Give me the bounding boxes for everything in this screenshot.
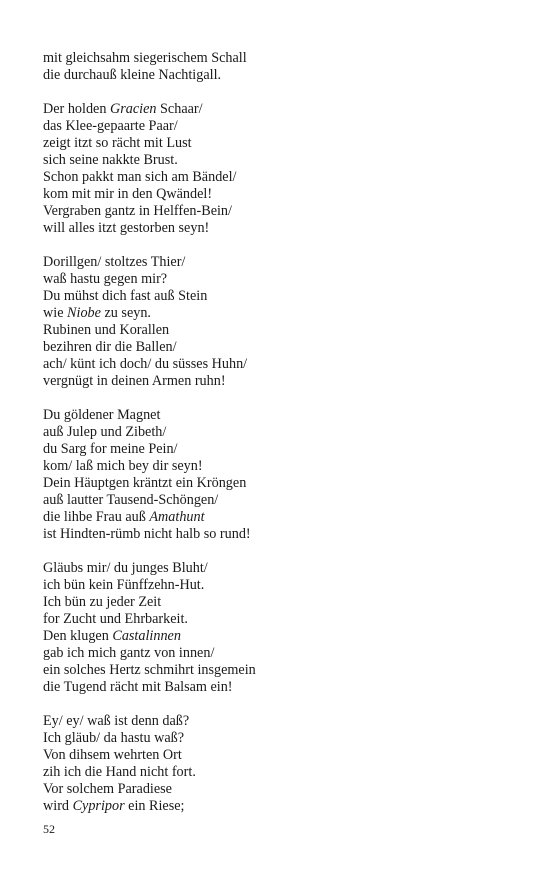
italic-name: Castalinnen bbox=[112, 628, 181, 644]
line-text: Vergraben gantz in Helffen-Bein/ bbox=[43, 203, 232, 219]
poem-line bbox=[43, 662, 513, 679]
poem-line bbox=[43, 169, 513, 186]
line-text: ach/ künt ich doch/ du süsses Huhn/ bbox=[43, 356, 248, 372]
poem-line bbox=[43, 577, 513, 594]
line-text: Schaar/ bbox=[156, 101, 203, 117]
poem-line bbox=[43, 152, 513, 169]
poem-line bbox=[43, 50, 513, 67]
italic-name: Amathunt bbox=[149, 509, 205, 525]
stanza bbox=[43, 713, 513, 815]
line-text: ist Hindten-rümb nicht halb so rund! bbox=[43, 526, 251, 542]
poem-line bbox=[43, 220, 513, 237]
stanza bbox=[43, 101, 513, 237]
poem-line bbox=[43, 441, 513, 458]
line-text: Rubinen und Korallen bbox=[43, 322, 170, 338]
poem-line bbox=[43, 203, 513, 220]
poem-line bbox=[43, 509, 513, 526]
stanza bbox=[43, 407, 513, 543]
line-text: Dein Häuptgen kräntzt ein Kröngen bbox=[43, 475, 247, 491]
italic-name: Niobe bbox=[67, 305, 101, 321]
line-text: ein solches Hertz schmihrt insgemein bbox=[43, 662, 256, 678]
poem-line bbox=[43, 254, 513, 271]
poem-body bbox=[43, 50, 513, 832]
line-text: Gläubs mir/ du junges Bluht/ bbox=[43, 560, 208, 576]
poem-line bbox=[43, 492, 513, 509]
line-text: Dorillgen/ stoltzes Thier/ bbox=[43, 254, 186, 270]
poem-line bbox=[43, 679, 513, 696]
poem-line bbox=[43, 322, 513, 339]
line-text: auß lautter Tausend-Schöngen/ bbox=[43, 492, 219, 508]
stanza bbox=[43, 254, 513, 390]
poem-line bbox=[43, 101, 513, 118]
line-text: zih ich die Hand nicht fort. bbox=[43, 764, 196, 780]
line-text: die durchauß kleine Nachtigall. bbox=[43, 67, 222, 83]
line-text: kom/ laß mich bey dir seyn! bbox=[43, 458, 203, 474]
poem-line bbox=[43, 373, 513, 390]
poem-line bbox=[43, 594, 513, 611]
line-text: ich bün kein Fünffzehn-Hut. bbox=[43, 577, 205, 593]
line-text: kom mit mir in den Qwändel! bbox=[43, 186, 213, 202]
poem-line bbox=[43, 713, 513, 730]
poem-line bbox=[43, 186, 513, 203]
line-text: waß hastu gegen mir? bbox=[43, 271, 168, 287]
poem-line bbox=[43, 781, 513, 798]
poem-line bbox=[43, 560, 513, 577]
poem-line bbox=[43, 356, 513, 373]
italic-name: Cypripor bbox=[72, 798, 125, 814]
line-text: Du mühst dich fast auß Stein bbox=[43, 288, 208, 304]
poem-line bbox=[43, 424, 513, 441]
poem-line bbox=[43, 611, 513, 628]
line-text: bezihren dir die Ballen/ bbox=[43, 339, 177, 355]
line-text: auß Julep und Zibeth/ bbox=[43, 424, 167, 440]
line-text: wie bbox=[43, 305, 68, 321]
poem-line bbox=[43, 407, 513, 424]
line-text: mit gleichsahm siegerischem Schall bbox=[43, 50, 247, 66]
line-text: Den klugen bbox=[43, 628, 113, 644]
line-text: Schon pakkt man sich am Bändel/ bbox=[43, 169, 237, 185]
line-text: sich seine nakkte Brust. bbox=[43, 152, 178, 168]
poem-line bbox=[43, 798, 513, 815]
stanza bbox=[43, 50, 513, 84]
line-text: Von dihsem wehrten Ort bbox=[43, 747, 182, 763]
line-text: ein Riese; bbox=[124, 798, 185, 814]
poem-line bbox=[43, 526, 513, 543]
line-text: Ich gläub/ da hastu waß? bbox=[43, 730, 185, 746]
poem-line bbox=[43, 118, 513, 135]
italic-name: Gracien bbox=[109, 101, 157, 117]
poem-line bbox=[43, 645, 513, 662]
line-text: du Sarg for meine Pein/ bbox=[43, 441, 178, 457]
poem-line bbox=[43, 67, 513, 84]
line-text: zu seyn. bbox=[100, 305, 151, 321]
poem-line bbox=[43, 730, 513, 747]
line-text: die Tugend rächt mit Balsam ein! bbox=[43, 679, 233, 695]
line-text: die lihbe Frau auß bbox=[43, 509, 150, 525]
line-text: for Zucht und Ehrbarkeit. bbox=[43, 611, 188, 627]
line-text: das Klee-gepaarte Paar/ bbox=[43, 118, 178, 134]
poem-line bbox=[43, 271, 513, 288]
line-text: Der holden bbox=[43, 101, 110, 117]
poem-line bbox=[43, 764, 513, 781]
poem-line bbox=[43, 288, 513, 305]
line-text: zeigt itzt so rächt mit Lust bbox=[43, 135, 192, 151]
poem-line bbox=[43, 339, 513, 356]
poem-line bbox=[43, 747, 513, 764]
poem-line bbox=[43, 305, 513, 322]
line-text: Du göldener Magnet bbox=[43, 407, 161, 423]
poem-line bbox=[43, 458, 513, 475]
line-text: will alles itzt gestorben seyn! bbox=[43, 220, 210, 236]
line-text: Ich bün zu jeder Zeit bbox=[43, 594, 162, 610]
line-text: gab ich mich gantz von innen/ bbox=[43, 645, 215, 661]
poem-line bbox=[43, 628, 513, 645]
line-text: Vor solchem Paradiese bbox=[43, 781, 172, 797]
page-number: 52 bbox=[43, 822, 55, 836]
poem-line bbox=[43, 135, 513, 152]
line-text: wird bbox=[43, 798, 73, 814]
stanza bbox=[43, 560, 513, 696]
poem-line bbox=[43, 475, 513, 492]
line-text: Ey/ ey/ waß ist denn daß? bbox=[43, 713, 190, 729]
line-text: vergnügt in deinen Armen ruhn! bbox=[43, 373, 226, 389]
